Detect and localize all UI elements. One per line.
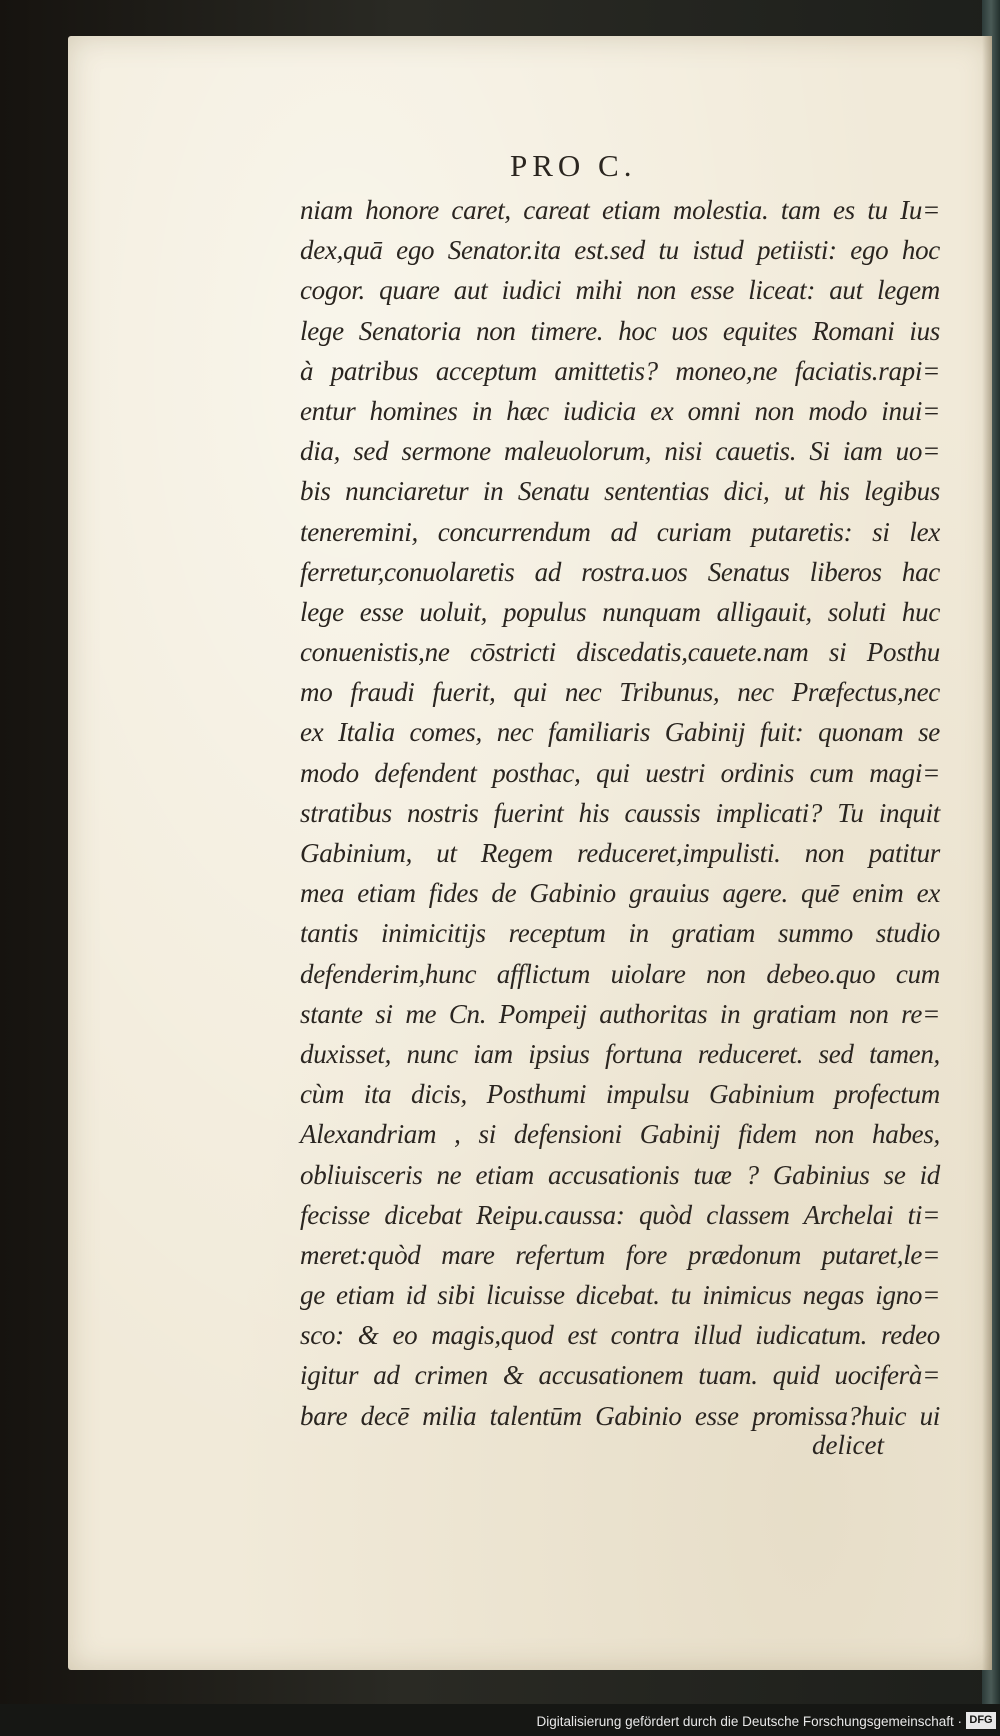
text-line: sco: & eo magis,quod est contra illud iudicatum. redeo [300, 1320, 940, 1351]
text-line: stante si me Cn. Pompeij authoritas in gratiam non re= [300, 998, 940, 1029]
text-line: bis nunciaretur in Senatu sententias dici, ut his legibus [300, 476, 940, 507]
text-line: defenderim,hunc afflictum uiolare non debeo.quo cum [300, 958, 940, 989]
text-line: teneremini, concurrendum ad curiam putaretis: si lex [300, 516, 940, 547]
text-line: cùm ita dicis, Posthumi impulsu Gabinium profectum [300, 1079, 940, 1110]
text-line: lege Senatoria non timere. hoc uos equites Romani ius [300, 315, 940, 346]
funding-credit: Digitalisierung gefördert durch die Deutsche Forschungsgemeinschaft · [536, 1714, 962, 1729]
text-line: cogor. quare aut iudici mihi non esse liceat: aut legem [300, 275, 940, 306]
text-line: Gabinium, ut Regem reduceret,impulisti. non patitur [300, 838, 940, 868]
text-line: duxisset, nunc iam ipsius fortuna reduceret. sed tamen, [300, 1038, 940, 1069]
text-line: lege esse uoluit, populus nunquam alligauit, soluti huc [300, 596, 940, 627]
text-line: à patribus acceptum amittetis? moneo,ne faciatis.rapi= [300, 355, 940, 386]
dfg-logo-icon: DFG [966, 1712, 996, 1729]
text-line: mea etiam fides de Gabinio grauius agere. quē enim ex [300, 878, 940, 909]
text-line: tantis inimicitijs receptum in gratiam summo studio [300, 918, 940, 949]
text-line: igitur ad crimen & accusationem tuam. quid uociferà= [300, 1360, 940, 1391]
text-line: niam honore caret, careat etiam molestia. tam es tu Iu= [300, 195, 940, 225]
page-shadow-edge [982, 36, 992, 1670]
text-line: stratibus nostris fuerint his caussis implicati? Tu inquit [300, 797, 940, 828]
text-line: meret:quòd mare refertum fore prædonum putaret,le= [300, 1239, 940, 1270]
text-line: entur homines in hæc iudicia ex omni non modo inui= [300, 395, 940, 426]
catchword: delicet [812, 1430, 884, 1460]
text-line: bare decē milia talentūm Gabinio esse promissa?huic ui [300, 1400, 940, 1431]
body-text [300, 190, 940, 1436]
text-line: modo defendent posthac, qui uestri ordinis cum magi= [300, 757, 940, 788]
text-line: ex Italia comes, nec familiaris Gabinij fuit: quonam se [300, 717, 940, 748]
text-line: ferretur,conuolaretis ad rostra.uos Senatus liberos hac [300, 556, 940, 587]
running-head: PRO C. [510, 148, 637, 183]
text-line: dia, sed sermone maleuolorum, nisi cauetis. Si iam uo= [300, 436, 940, 467]
text-line: mo fraudi fuerit, qui nec Tribunus, nec Præfectus,nec [300, 677, 940, 708]
text-line: conuenistis,ne cōstricti discedatis,cauete.nam si Posthu [300, 637, 940, 668]
text-line: obliuisceris ne etiam accusationis tuæ ? Gabinius se id [300, 1159, 940, 1190]
text-line: ge etiam id sibi licuisse dicebat. tu inimicus negas igno= [300, 1280, 940, 1311]
text-line: dex,quā ego Senator.ita est.sed tu istud petiisti: ego hoc [300, 235, 940, 266]
footer-bar [0, 1704, 1000, 1736]
text-line: fecisse dicebat Reipu.caussa: quòd classem Archelai ti= [300, 1199, 940, 1230]
text-line: Alexandriam , si defensioni Gabinij fidem non habes, [300, 1119, 940, 1150]
